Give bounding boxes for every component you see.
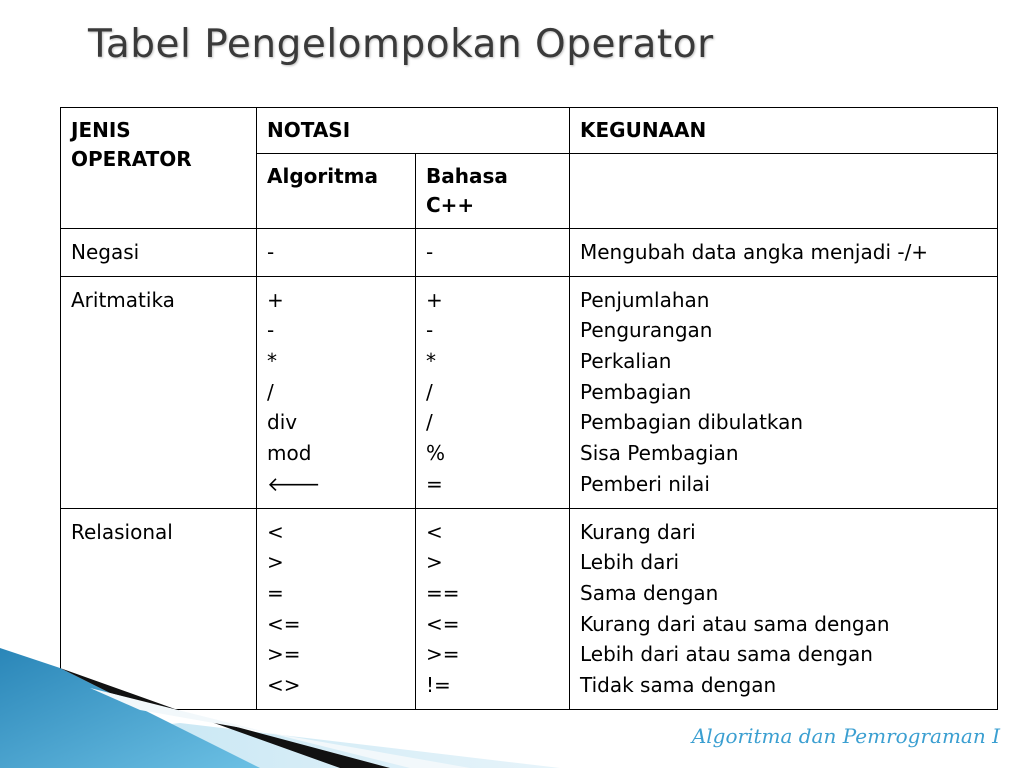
cell-jenis <box>61 276 257 508</box>
header-algoritma-label: Algoritma <box>267 164 379 188</box>
cpp-notation: >= <box>426 642 460 667</box>
algoritma-notation: 🡐 <box>267 471 321 496</box>
jenis-label: Negasi <box>71 240 140 264</box>
kegunaan-item: Penjumlahan <box>580 287 710 312</box>
jenis-label: Aritmatika <box>71 287 175 312</box>
algoritma-notation: < <box>267 519 284 544</box>
jenis-label: Relasional <box>71 519 173 544</box>
cell-kegunaan <box>570 229 998 277</box>
cpp-notation: > <box>426 550 443 575</box>
algoritma-notation: mod <box>267 441 312 466</box>
header-jenis-line1: JENIS <box>71 118 131 142</box>
cpp-notation: == <box>426 580 460 605</box>
cell-kegunaan <box>570 276 998 508</box>
kegunaan-item: Tidak sama dengan <box>580 672 777 697</box>
header-notasi-label: NOTASI <box>267 118 351 142</box>
algoritma-notation: <= <box>267 611 301 636</box>
table-row <box>61 229 998 277</box>
deco-band-blue <box>0 648 260 768</box>
cell-kegunaan <box>570 508 998 709</box>
slide-title: Tabel Pengelompokan Operator <box>88 22 714 67</box>
header-kegunaan-empty <box>570 154 998 229</box>
cpp-notation: != <box>426 672 451 697</box>
table-row <box>61 276 998 508</box>
cpp-notation: <= <box>426 611 460 636</box>
algoritma-notation: <> <box>267 672 301 697</box>
algoritma-notation: + <box>267 287 284 312</box>
cpp-notation: < <box>426 519 443 544</box>
cpp-notation: - <box>426 318 434 343</box>
algoritma-notation: = <box>267 580 284 605</box>
algoritma-notation: - <box>267 318 275 343</box>
header-kegunaan <box>570 108 998 154</box>
kegunaan-item: Pembagian dibulatkan <box>580 410 804 435</box>
footer-course-name: Algoritma dan Pemrograman I <box>691 724 1000 748</box>
kegunaan-item: Lebih dari atau sama dengan <box>580 642 873 667</box>
header-row-1 <box>61 108 998 154</box>
header-notasi <box>257 108 570 154</box>
cell-cpp <box>416 276 570 508</box>
algoritma-notation: div <box>267 410 298 435</box>
cell-algoritma <box>257 276 416 508</box>
kegunaan-item: Mengubah data angka menjadi -/+ <box>580 240 929 264</box>
cpp-notation: * <box>426 349 436 374</box>
header-kegunaan-label: KEGUNAAN <box>580 118 707 142</box>
kegunaan-item: Pembagian <box>580 379 692 404</box>
kegunaan-item: Perkalian <box>580 349 672 374</box>
kegunaan-item: Pengurangan <box>580 318 713 343</box>
cpp-notation: / <box>426 379 433 404</box>
kegunaan-item: Pemberi nilai <box>580 471 710 496</box>
kegunaan-item: Kurang dari atau sama dengan <box>580 611 890 636</box>
algoritma-notation: * <box>267 349 277 374</box>
kegunaan-item: Sama dengan <box>580 580 719 605</box>
header-bahasa-cpp <box>416 154 570 229</box>
cell-cpp <box>416 229 570 277</box>
cpp-notation: = <box>426 471 443 496</box>
header-bahasa-line1: Bahasa <box>426 164 508 188</box>
header-bahasa-line2: C++ <box>426 193 475 217</box>
kegunaan-item: Sisa Pembagian <box>580 441 739 466</box>
kegunaan-item: Kurang dari <box>580 519 696 544</box>
cell-jenis <box>61 229 257 277</box>
cpp-notation: % <box>426 441 446 466</box>
algoritma-notation: >= <box>267 642 301 667</box>
algoritma-notation: / <box>267 379 274 404</box>
header-jenis-operator <box>61 108 257 229</box>
cell-algoritma <box>257 229 416 277</box>
corner-decoration <box>0 648 600 768</box>
operator-table <box>60 107 998 710</box>
cpp-notation: - <box>426 240 434 264</box>
header-algoritma <box>257 154 416 229</box>
cpp-notation: + <box>426 287 443 312</box>
kegunaan-item: Lebih dari <box>580 550 680 575</box>
header-jenis-line2: OPERATOR <box>71 147 192 171</box>
algoritma-notation: - <box>267 240 275 264</box>
cpp-notation: / <box>426 410 433 435</box>
algoritma-notation: > <box>267 550 284 575</box>
table-body <box>61 229 998 710</box>
